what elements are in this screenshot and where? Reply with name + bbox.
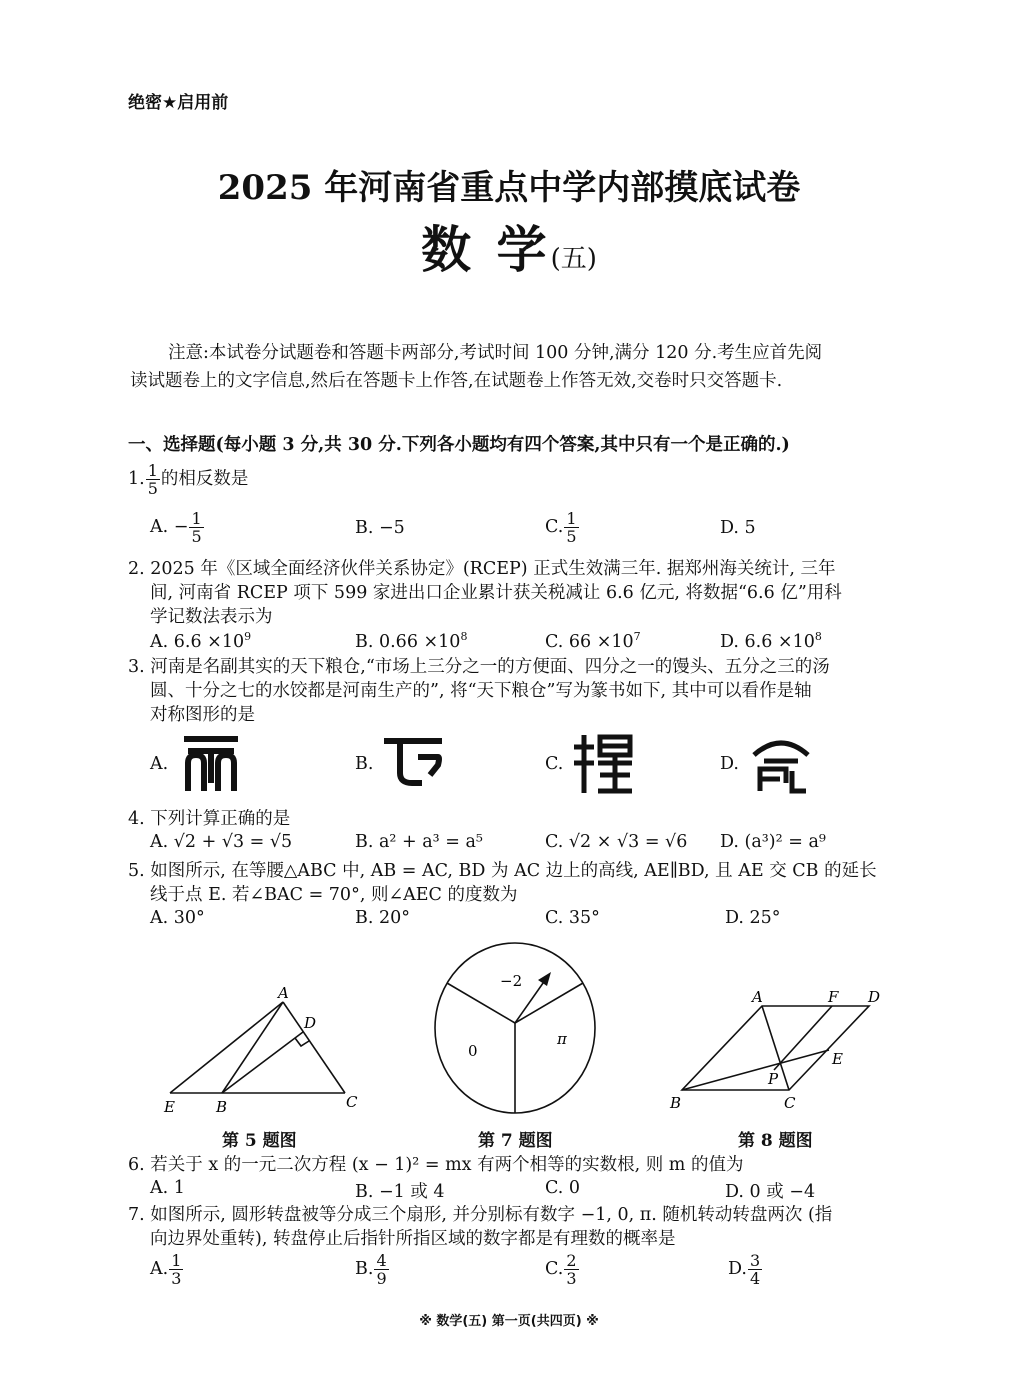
q6-stem: 6. 若关于 x 的一元二次方程 (x − 1)² = mx 有两个相等的实数根, 则 m 的值为 <box>128 1155 744 1175</box>
q1-c-num: 1 <box>566 509 577 528</box>
q1-frac-den: 5 <box>147 479 158 498</box>
fig5-label-e: E <box>164 1098 175 1116</box>
paper-number: (五) <box>550 244 597 274</box>
q1-fraction <box>146 462 160 497</box>
q3-option-c-label: C. <box>545 754 564 774</box>
q1-option-b: B. −5 <box>355 518 405 538</box>
seal-tian-icon <box>180 733 242 795</box>
q5-option-b: B. 20° <box>355 908 411 928</box>
q7-c-num: 2 <box>566 1251 577 1270</box>
q2-b-text: B. 0.66 ×10 <box>355 631 461 652</box>
q7-b-den: 9 <box>376 1269 387 1288</box>
q1-a-num: 1 <box>191 509 202 528</box>
q2-a-text: A. 6.6 ×10 <box>150 631 245 652</box>
page-footer: ※ 数学(五) 第一页(共四页) ※ <box>419 1314 599 1329</box>
fig8-label-c: C <box>784 1094 796 1112</box>
q5-line-1: 5. 如图所示, 在等腰△ABC 中, AB = AC, BD 为 AC 边上的高线, AE∥BD, 且 AE 交 CB 的延长 <box>128 861 877 881</box>
fig8-caption: 第 8 题图 <box>738 1131 813 1151</box>
q1-frac-num: 1 <box>147 461 158 480</box>
fig8-label-f: F <box>828 990 839 1006</box>
q2-c-text: C. 66 ×10 <box>545 631 634 652</box>
q2-d-exp: 8 <box>814 630 822 643</box>
q1-a-frac <box>189 510 203 545</box>
seal-liang-icon <box>572 733 634 795</box>
q7-c-frac <box>564 1252 578 1287</box>
q6-option-a: A. 1 <box>150 1178 185 1198</box>
q2-b-exp: 8 <box>460 630 468 643</box>
q5-line-2: 线于点 E. 若∠BAC = 70°, 则∠AEC 的度数为 <box>150 885 518 905</box>
q5-option-c: C. 35° <box>545 908 600 928</box>
q1-stem: 的相反数是 <box>160 469 249 489</box>
q7-a-frac <box>169 1252 183 1287</box>
fig8-label-a: A <box>752 990 763 1006</box>
subject-title <box>0 210 1018 282</box>
q1-c-den: 5 <box>566 527 577 546</box>
notice-line-1: 注意:本试卷分试题卷和答题卡两部分,考试时间 100 分钟,满分 120 分.考生应首先阅 <box>168 343 823 363</box>
q1-a-den: 5 <box>191 527 202 546</box>
q1-c-frac <box>564 510 578 545</box>
q2-a-exp: 9 <box>244 630 252 643</box>
fig5-caption: 第 5 题图 <box>222 1131 297 1151</box>
seal-cang-icon <box>750 733 812 795</box>
fig8-label-e: E <box>832 1050 843 1068</box>
q2-option-d <box>720 630 822 652</box>
q1-number: 1. <box>128 469 145 489</box>
q7-option-c <box>545 1252 580 1287</box>
q2-line-1: 2. 2025 年《区域全面经济伙伴关系协定》(RCEP) 正式生效满三年. 据郑州海关统计, 三年 <box>128 559 836 579</box>
fig5-label-d: D <box>304 1014 317 1032</box>
q4-option-d: D. (a³)² = a⁹ <box>720 832 826 852</box>
q4-option-a: A. √2 + √3 = √5 <box>150 832 293 852</box>
q7-c-den: 3 <box>566 1269 577 1288</box>
q7-d-label: D. <box>728 1259 747 1279</box>
q3-line-2: 圆、十分之七的水饺都是河南生产的”, 将“天下粮仓”写为篆书如下, 其中可以看作是轴 <box>150 681 812 701</box>
fig7-sector-0: 0 <box>468 1042 478 1060</box>
fig5-line-ba <box>222 1002 283 1093</box>
q7-b-frac <box>374 1252 388 1287</box>
q6-option-c: C. 0 <box>545 1178 581 1198</box>
q2-c-exp: 7 <box>633 630 641 643</box>
q1-option-c <box>545 510 580 545</box>
q2-option-a <box>150 630 251 652</box>
section-heading: 一、选择题(每小题 3 分,共 30 分.下列各小题均有四个答案,其中只有一个是正确的.) <box>128 435 790 455</box>
fig5-right-angle <box>295 1038 309 1046</box>
fig7-pointer-head <box>538 972 551 986</box>
fig8-label-d: D <box>868 990 881 1006</box>
q6-option-d: D. 0 或 −4 <box>725 1182 816 1202</box>
fig8-label-b: B <box>670 1094 682 1112</box>
fig7-divider-right <box>515 983 583 1023</box>
q1-a-label: A. − <box>150 517 189 537</box>
seal-xia-icon <box>382 733 444 795</box>
q7-c-label: C. <box>545 1259 564 1279</box>
q3-option-b-label: B. <box>355 754 374 774</box>
question-1 <box>128 462 248 497</box>
q3-line-1: 3. 河南是名副其实的天下粮仓,“市场上三分之一的方便面、四分之一的馒头、五分之三的汤 <box>128 657 830 677</box>
q7-a-num: 1 <box>171 1251 182 1270</box>
figure-8-parallelogram <box>664 990 894 1120</box>
fig7-sector-neg2: −2 <box>500 972 523 990</box>
q3-line-3: 对称图形的是 <box>150 705 255 725</box>
q1-option-a <box>150 510 205 545</box>
q7-option-a <box>150 1252 184 1287</box>
fig8-label-p: P <box>768 1070 779 1088</box>
fig5-label-c: C <box>346 1093 358 1111</box>
q7-d-frac <box>748 1252 762 1287</box>
fig7-sector-pi: π <box>557 1030 567 1048</box>
q7-b-num: 4 <box>376 1251 387 1270</box>
q7-option-b <box>355 1252 390 1287</box>
confidential-label: 绝密★启用前 <box>128 93 229 113</box>
fig5-line-ea <box>170 1002 283 1093</box>
q3-option-d-label: D. <box>720 754 739 774</box>
q1-option-d: D. 5 <box>720 518 756 538</box>
q5-option-a: A. 30° <box>150 908 205 928</box>
q7-d-num: 3 <box>749 1251 761 1270</box>
figure-7-spinner <box>430 938 600 1120</box>
q7-a-label: A. <box>150 1259 169 1279</box>
q6-option-b: B. −1 或 4 <box>355 1182 445 1202</box>
figure-5-triangle <box>150 980 380 1120</box>
subject-name: 数 学 <box>421 220 551 279</box>
q2-option-c <box>545 630 641 652</box>
fig5-label-a: A <box>278 984 289 1002</box>
q7-d-den: 4 <box>749 1269 761 1288</box>
q5-option-d: D. 25° <box>725 908 781 928</box>
q7-option-d <box>728 1252 763 1287</box>
fig5-label-b: B <box>216 1098 228 1116</box>
q7-line-1: 7. 如图所示, 圆形转盘被等分成三个扇形, 并分别标有数字 −1, 0, π. 随机转动转盘两次 (指 <box>128 1205 833 1225</box>
q4-stem: 4. 下列计算正确的是 <box>128 809 291 829</box>
fig7-caption: 第 7 题图 <box>478 1131 553 1151</box>
q2-d-text: D. 6.6 ×10 <box>720 631 815 652</box>
q4-option-b: B. a² + a³ = a⁵ <box>355 832 483 852</box>
fig8-line-fp <box>774 1006 832 1070</box>
q7-a-den: 3 <box>171 1269 182 1288</box>
q7-line-2: 向边界处重转), 转盘停止后指针所指区域的数字都是有理数的概率是 <box>150 1229 676 1249</box>
q4-option-c: C. √2 × √3 = √6 <box>545 832 688 852</box>
q2-line-2: 间, 河南省 RCEP 项下 599 家进出口企业累计获关税减让 6.6 亿元, 将数据“6.6 亿”用科 <box>150 583 842 603</box>
q3-option-a-label: A. <box>150 754 169 774</box>
q7-b-label: B. <box>355 1259 374 1279</box>
exam-title: 2025 年河南省重点中学内部摸底试卷 <box>217 168 801 208</box>
notice-line-2: 读试题卷上的文字信息,然后在答题卡上作答,在试题卷上作答无效,交卷时只交答题卡. <box>130 371 783 391</box>
q2-option-b <box>355 630 467 652</box>
q2-line-3: 学记数法表示为 <box>150 607 273 627</box>
q1-c-label: C. <box>545 517 564 537</box>
